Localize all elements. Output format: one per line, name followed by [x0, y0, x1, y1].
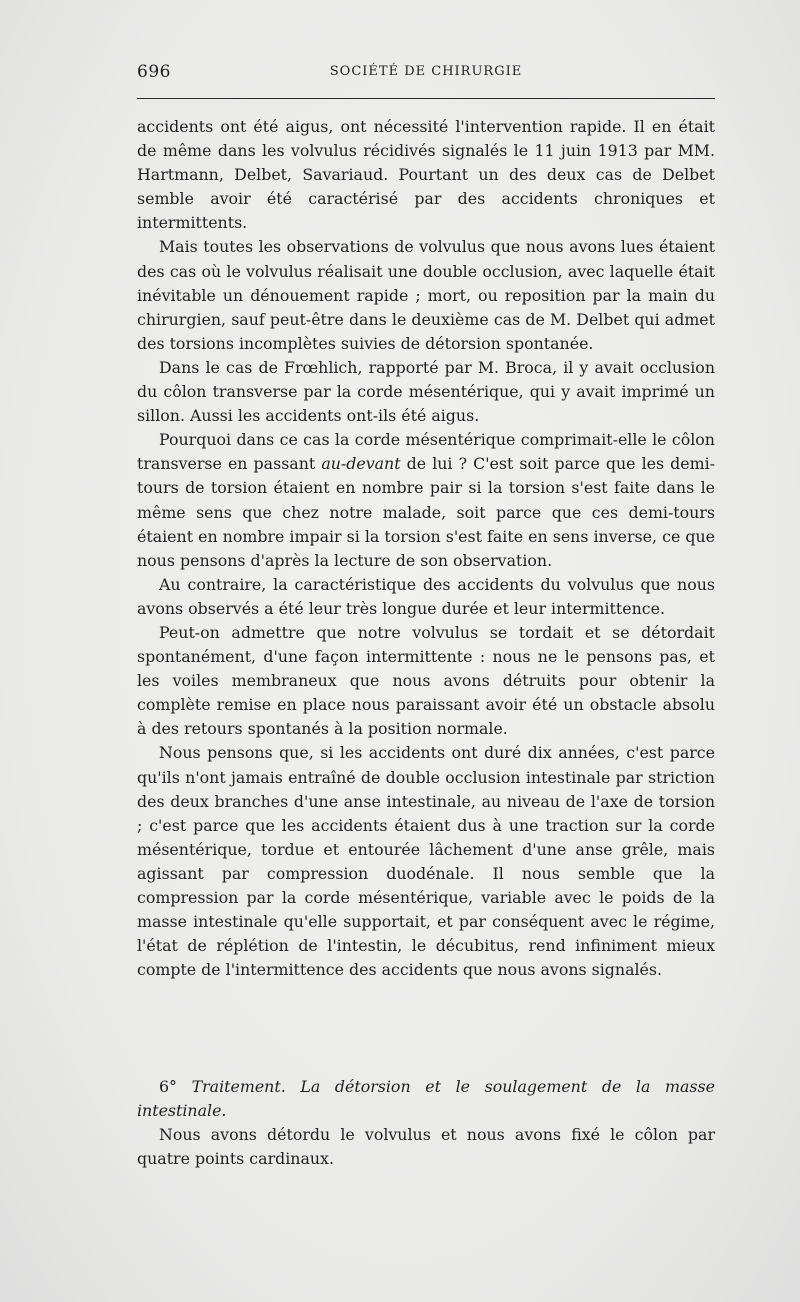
- paragraph-text: Pourquoi dans ce cas la corde mésentérique comprimait-elle le côlon transverse en passant: [137, 430, 715, 474]
- section-paragraph: Nous avons détordu le volvulus et nous avons fixé le côlon par quatre points cardinaux.: [137, 1125, 715, 1169]
- body-text: [137, 115, 715, 982]
- paragraph: Au contraire, la caractéristique des accidents du volvulus que nous avons observés a été leur très longue durée et leur intermittence.: [137, 574, 715, 618]
- paragraph: Peut-on admettre que notre volvulus se tordait et se détordait spontanément, d'une façon intermittente : nous ne le pensons pas, et les voiles membraneux que nous avons détruits pour obtenir la complète remise en place nous paraissant avoir été un obstacle absolu à des retours spontanés à la position normale.: [137, 622, 715, 739]
- page-number: 696: [137, 62, 171, 82]
- paragraph: Nous pensons que, si les accidents ont duré dix années, c'est parce qu'ils n'ont jamais entraîné de double occlusion intestinale par striction des deux branches d'une anse intestinale, au niveau de l'axe de torsion ; c'est parce que les accidents étaient dus à une traction sur la corde mésentérique, tordue et entourée lâchement d'une anse grêle, mais agissant par compression duodénale. Il nous semble que la compression par la corde mésentérique, variable avec le poids de la masse intestinale qu'elle supportait, et par conséquent avec le régime, l'état de réplétion de l'intestin, le décubitus, rend infiniment mieux compte de l'intermittence des accidents que nous avons signalés.: [137, 743, 715, 980]
- emphasis-text: au-devant: [321, 454, 401, 474]
- section-title: Traitement. La détorsion et le soulagement de la masse intestinale.: [137, 1077, 715, 1121]
- paragraph-continued: accidents ont été aigus, ont nécessité l'intervention rapide. Il en était de même dans les volvulus récidivés signalés le 11 juin 1913 par MM. Hartmann, Delbet, Savariaud. Pourtant un des deux cas de Delbet semble avoir été caractérisé par des accidents chroniques et intermittents.: [137, 117, 715, 233]
- running-title: SOCIÉTÉ DE CHIRURGIE: [329, 64, 523, 79]
- section-number: 6°: [159, 1077, 177, 1096]
- paragraph: Mais toutes les observations de volvulus que nous avons lues étaient des cas où le volvulus réalisait une double occlusion, avec laquelle était inévitable un dénouement rapide ; mort, ou reposition par la main du chirurgien, sauf peut-être dans le deuxième cas de M. Delbet qui admet des torsions incomplètes suivies de détorsion spontanée.: [137, 237, 715, 353]
- paragraph-text: de lui ? C'est soit parce que les demi-tours de torsion étaient en nombre pair si la torsion s'est faite dans le même sens que chez notre malade, soit parce que ces demi-tours étaient en nombre impair si la torsion s'est faite en sens inverse, ce que nous pensons d'après la lecture de son observation.: [137, 454, 715, 570]
- section-heading: [137, 1075, 715, 1123]
- paragraph: Dans le cas de Frœhlich, rapporté par M. Broca, il y avait occlusion du côlon transverse par la corde mésentérique, qui y avait imprimé un sillon. Aussi les accidents ont-ils été aigus.: [137, 357, 715, 426]
- paragraph: [137, 428, 715, 573]
- page-header: [137, 58, 715, 88]
- header-rule: [137, 98, 715, 99]
- section-treatment: [137, 1075, 715, 1171]
